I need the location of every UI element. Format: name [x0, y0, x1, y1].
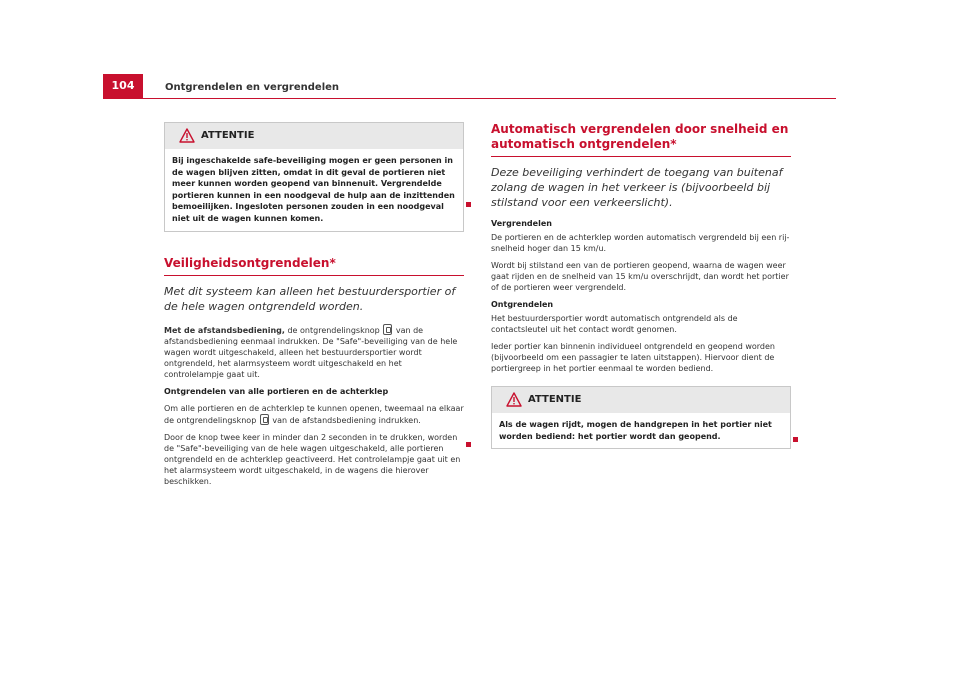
paragraph: Wordt bij stilstand een van de portieren geopend, waarna de wagen weer gaat rijden en de snelheid van 15 km/u overschrijdt, dan wordt het portier of de portieren weer vergrendeld. [491, 261, 789, 292]
page-header [103, 79, 836, 99]
warning-header [165, 123, 463, 149]
warning-title: ATTENTIE [528, 394, 582, 405]
warning-title: ATTENTIE [201, 130, 255, 141]
section-end-marker [793, 437, 798, 442]
paragraph-lead: Met de afstandsbediening, [164, 325, 285, 335]
paragraph: De portieren en de achterklep worden automatisch vergrendeld bij een rijsnelheid hoger dan 15 km/u. [491, 233, 790, 253]
left-column [164, 122, 464, 487]
warning-box [164, 122, 464, 232]
paragraph-text: Om alle portieren en de achterklep te kunnen openen, tweemaal na elkaar de ontgrendelingsknop [164, 403, 464, 425]
section-title: Veiligheidsontgrendelen* [164, 256, 464, 276]
warning-triangle-icon [179, 128, 195, 143]
section-end-marker [466, 442, 471, 447]
paragraph-text: de ontgrendelingsknop [284, 325, 383, 335]
section-intro: Deze beveiliging verhindert de toegang van buitenaf zolang de wagen in het verkeer is (bijvoorbeeld bij stilstand voor een verkeerslicht). [491, 166, 783, 209]
section-intro: Met dit systeem kan alleen het bestuurdersportier of de hele wagen ontgrendeld worden. [164, 284, 456, 313]
section-title: Automatisch vergrendelen door snelheid en automatisch ontgrendelen* [491, 122, 791, 157]
paragraph [164, 403, 464, 426]
warning-text: Bij ingeschakelde safe-beveiliging mogen er geen personen in de wagen blijven zitten, omdat in dit geval de portieren niet meer kunnen worden geopend van binnenuit. Vergrendelde portieren kunnen in een noodgeval de hulp aan de inzittenden bemoeilijken. Ingesloten personen zouden in een noodgeval niet uit de wagen kunnen komen. [172, 156, 455, 223]
warning-header [492, 387, 790, 413]
paragraph [164, 324, 464, 380]
subheading: Vergrendelen [491, 219, 552, 228]
paragraph: Door de knop twee keer in minder dan 2 seconden in te drukken, worden de "Safe"-beveiliging van de hele wagen uitgeschakeld, alle portieren ontgrendeld en de achterklep geactiveerd. Het controlelampje gaat uit en het alarmsysteem wordt uitgeschakeld, in de wagens die hierover beschikken. [164, 432, 461, 486]
section-end-marker [466, 202, 471, 207]
unlock-key-icon [260, 414, 269, 425]
subheading: Ontgrendelen [491, 300, 554, 309]
warning-text: Als de wagen rijdt, mogen de handgrepen in het portier niet worden bediend: het portier wordt dan geopend. [499, 420, 772, 441]
paragraph-text: van de afstandsbediening eenmaal indrukken. De "Safe"-beveiliging van de hele wagen wordt uitgeschakeld, alleen het bestuurdersportier wordt ontgrendeld, het alarmsysteem wordt uitgeschakeld en het controlelampje gaat uit. [164, 325, 458, 379]
warning-triangle-icon [506, 392, 522, 407]
right-column [491, 122, 791, 449]
running-title: Ontgrendelen en vergrendelen [165, 82, 340, 93]
paragraph: Ieder portier kan binnenin individueel ontgrendeld en geopend worden (bijvoorbeeld om een passagier te laten uitstappen). Hiervoor dient de portiergreep in het portier eenmaal te worden bediend. [491, 342, 775, 373]
paragraph: Het bestuurdersportier wordt automatisch ontgrendeld als de contactsleutel uit het contact wordt genomen. [491, 314, 738, 334]
warning-box [491, 386, 791, 449]
subheading: Ontgrendelen van alle portieren en de achterklep [164, 386, 389, 396]
page-number: 104 [103, 74, 143, 98]
unlock-key-icon [383, 324, 392, 335]
paragraph-text: van de afstandsbediening indrukken. [269, 415, 421, 425]
